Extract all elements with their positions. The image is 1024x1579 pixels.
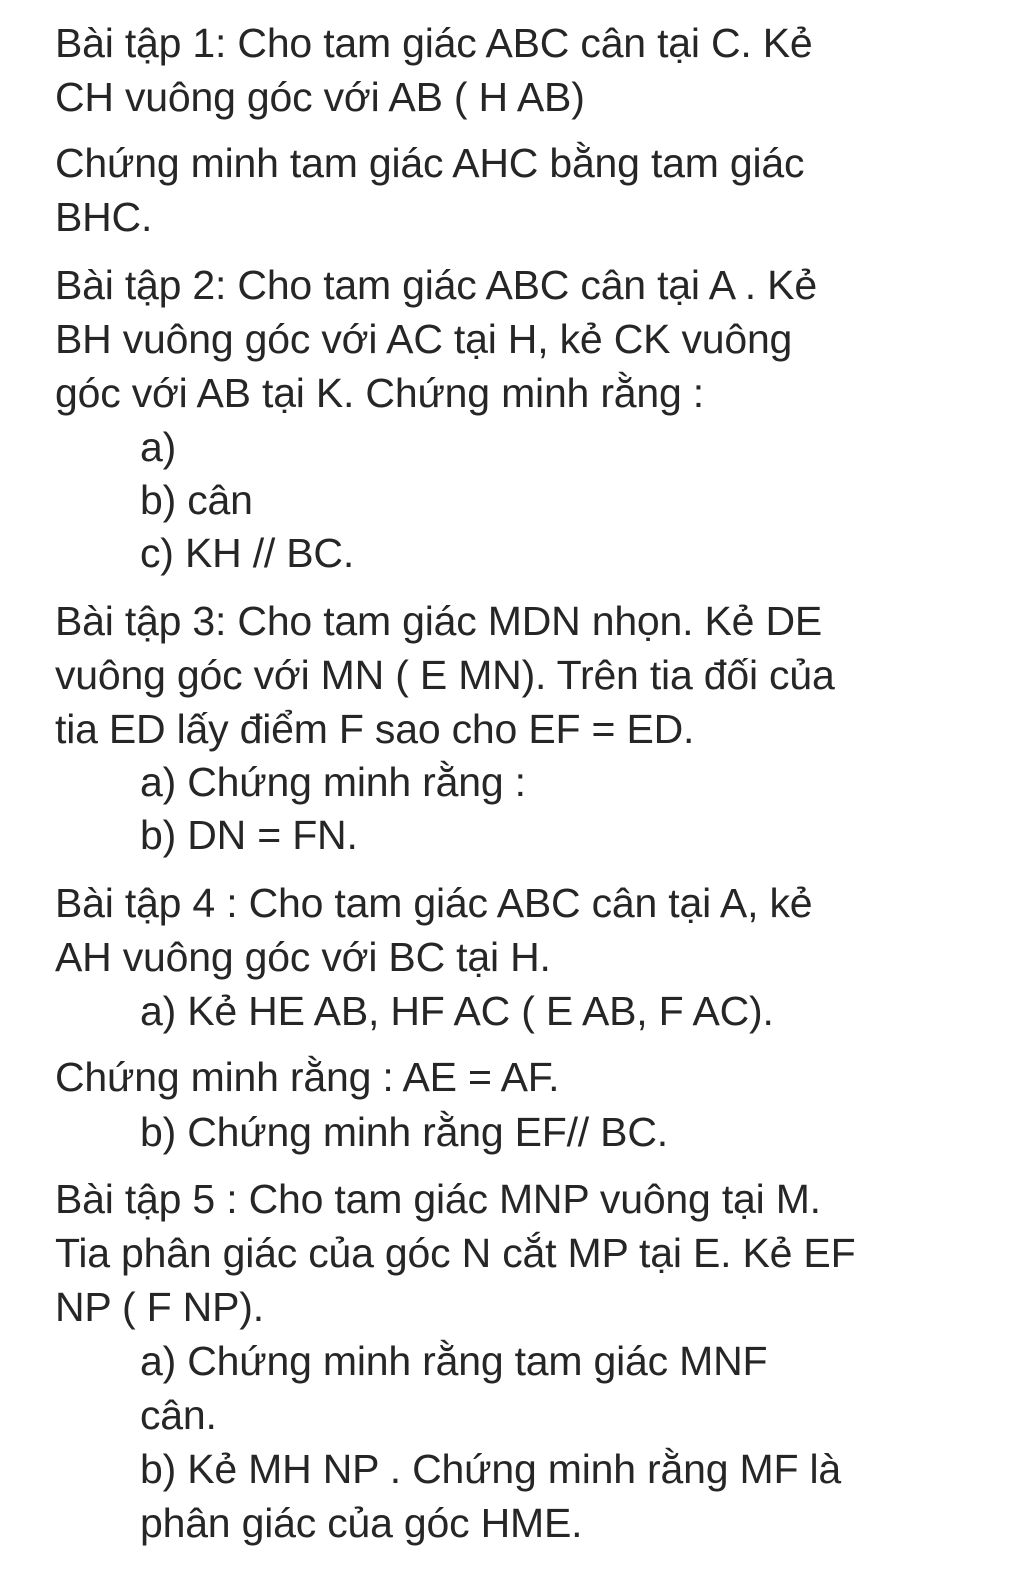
exercise-2-part-c: c) KH // BC.: [140, 530, 355, 576]
exercise-2-line-3: góc với AB tại K. Chứng minh rằng :: [55, 370, 704, 416]
exercise-1-line-3: Chứng minh tam giác AHC bằng tam giác: [55, 140, 805, 186]
exercise-2-part-a: a): [140, 424, 177, 470]
exercise-4-part-b: b) Chứng minh rằng EF// BC.: [140, 1109, 668, 1155]
exercise-1-line-1: Bài tập 1: Cho tam giác ABC cân tại C. Kẻ: [55, 20, 813, 66]
exercise-4-line-3: Chứng minh rằng : AE = AF.: [55, 1054, 560, 1100]
exercise-4-line-2: AH vuông góc với BC tại H.: [55, 934, 551, 980]
exercise-4-part-a: a) Kẻ HE AB, HF AC ( E AB, F AC).: [140, 988, 774, 1034]
exercise-2-line-2: BH vuông góc với AC tại H, kẻ CK vuông: [55, 316, 793, 362]
exercise-1-line-4: BHC.: [55, 194, 153, 240]
exercise-3-part-a: a) Chứng minh rằng :: [140, 759, 526, 805]
exercise-5-part-a: a) Chứng minh rằng tam giác MNF: [140, 1338, 768, 1384]
exercise-5-line-1: Bài tập 5 : Cho tam giác MNP vuông tại M.: [55, 1176, 821, 1222]
exercise-3-line-3: tia ED lấy điểm F sao cho EF = ED.: [55, 706, 695, 752]
exercise-2-line-1: Bài tập 2: Cho tam giác ABC cân tại A . Kẻ: [55, 262, 817, 308]
exercise-5-line-3: NP ( F NP).: [55, 1284, 264, 1330]
exercise-5-part-b: b) Kẻ MH NP . Chứng minh rằng MF là: [140, 1446, 841, 1492]
exercise-5-line-2: Tia phân giác của góc N cắt MP tại E. Kẻ EF: [55, 1230, 856, 1276]
exercise-3-part-b: b) DN = FN.: [140, 812, 358, 858]
exercise-4-line-1: Bài tập 4 : Cho tam giác ABC cân tại A, kẻ: [55, 880, 813, 926]
exercise-3-line-1: Bài tập 3: Cho tam giác MDN nhọn. Kẻ DE: [55, 598, 823, 644]
exercise-5-part-a-cont: cân.: [140, 1392, 217, 1438]
exercise-1-line-2: CH vuông góc với AB ( H AB): [55, 74, 585, 120]
exercise-3-line-2: vuông góc với MN ( E MN). Trên tia đối của: [55, 652, 835, 698]
exercise-5-part-b-cont: phân giác của góc HME.: [140, 1500, 583, 1546]
exercise-2-part-b: b) cân: [140, 477, 253, 523]
